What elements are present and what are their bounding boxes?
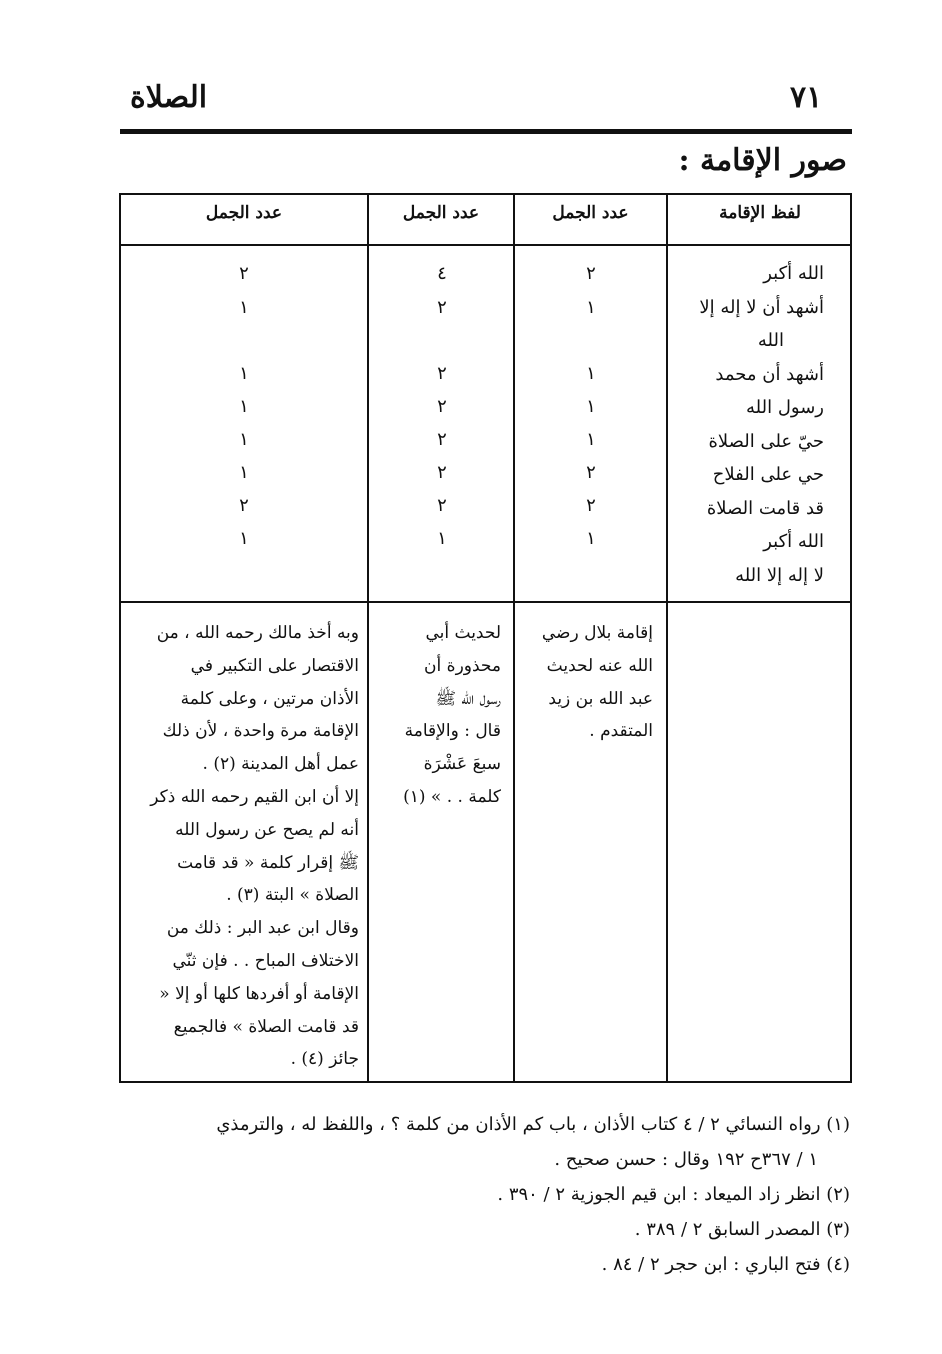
note-line: الأذان مرتين ، وعلى كلمة — [180, 688, 359, 709]
note-column-3 — [129, 617, 359, 1076]
footnote: (٣) المصدر السابق ٢ / ٣٨٩ . — [634, 1219, 850, 1240]
count: ٢ — [437, 297, 447, 318]
note-line: الاختلاف المباح . . فإن ثنّي — [172, 950, 359, 971]
count: ١ — [586, 363, 596, 384]
footnote: (١) رواه النسائي ٢ / ٤ كتاب الأذان ، باب كم الأذان من كلمة ؟ ، واللفظ له ، والترمذي — [216, 1114, 850, 1135]
phrase: قد قامت الصلاة — [706, 497, 824, 519]
count: ٢ — [437, 363, 447, 384]
count: ١ — [437, 528, 447, 549]
iqama-table — [119, 193, 852, 1083]
phrase: حي على الفلاح — [712, 464, 824, 485]
count: ١ — [586, 528, 596, 549]
note-line: وقال ابن عبد البر : ذلك من — [166, 918, 359, 939]
note-line: الاقتصار على التكبير في — [190, 655, 359, 676]
note-column-2 — [379, 617, 501, 814]
note-column-1 — [523, 617, 653, 748]
note-line: المتقدم . — [589, 721, 653, 742]
running-title: الصلاة — [130, 80, 208, 115]
phrase: الله أكبر — [763, 531, 824, 552]
column-divider — [666, 195, 668, 1081]
count: ٢ — [239, 495, 249, 516]
header-phrase: لفظ الإقامة — [719, 203, 801, 223]
note-line: ﷺ إقرار كلمة « قد قامت — [177, 852, 359, 873]
column-divider — [513, 195, 515, 1081]
note-line: جائز (٤) . — [290, 1049, 359, 1070]
footnote: (٤) فتح الباري : ابن حجر ٢ / ٨٤ . — [601, 1254, 850, 1275]
note-line: سبعَ عَشْرَة — [423, 754, 501, 775]
count: ٤ — [437, 263, 447, 284]
notes-row-rule — [121, 601, 850, 603]
phrase: حيّ على الصلاة — [708, 430, 824, 452]
footnote: (٢) انظر زاد الميعاد : ابن قيم الجوزية ٢ / ٣٩٠ . — [497, 1184, 850, 1205]
phrase: رسول الله — [746, 397, 824, 418]
count: ٢ — [586, 495, 596, 516]
phrase: أشهد أن لا إله إلا — [699, 296, 824, 318]
count: ١ — [239, 462, 249, 483]
note-line: الصلاة » البتة (٣) . — [226, 885, 359, 906]
note-line: قال : والإقامة — [404, 721, 501, 742]
count: ١ — [239, 396, 249, 417]
count: ١ — [586, 396, 596, 417]
count: ٢ — [437, 396, 447, 417]
count: ٢ — [437, 495, 447, 516]
footnote-continuation: ١ / ٣٦٧ح ١٩٢ وقال : حسن صحيح . — [554, 1149, 818, 1170]
header-row-rule — [121, 244, 850, 246]
section-title: صور الإقامة : — [678, 143, 847, 178]
count: ٢ — [437, 429, 447, 450]
note-line: عبد الله بن زيد — [548, 688, 653, 709]
footnotes — [110, 1107, 850, 1282]
count: ١ — [586, 429, 596, 450]
note-line: قد قامت الصلاة » فالجميع — [173, 1016, 359, 1037]
count: ٢ — [437, 462, 447, 483]
phrase: لا إله إلا الله — [735, 564, 824, 586]
note-line: محذورة أن — [424, 655, 501, 676]
header-count-3: عدد الجمل — [205, 203, 283, 223]
count: ١ — [586, 297, 596, 318]
note-line: الإقامة مرة واحدة ، لأن ذلك — [162, 721, 359, 742]
count: ٢ — [239, 263, 249, 284]
note-line: أنه لم يصح عن رسول الله — [175, 819, 359, 840]
header-rule — [120, 129, 852, 134]
column-divider — [367, 195, 369, 1081]
phrase: الله — [757, 330, 784, 351]
count: ١ — [239, 297, 249, 318]
note-line: كلمة . . » (١) — [403, 786, 501, 807]
count: ٢ — [586, 462, 596, 483]
header-count-1: عدد الجمل — [552, 203, 629, 223]
phrase: الله أكبر — [763, 263, 824, 284]
note-line: إلا أن ابن القيم رحمه الله ذكر — [150, 786, 359, 807]
note-line: الإقامة أو أفردها كلها أو إلا « — [159, 983, 359, 1004]
note-line: إقامة بلال رضي — [541, 623, 653, 643]
phrase: أشهد أن محمد — [715, 363, 824, 385]
note-line: رسول الله ﷺ — [435, 688, 501, 709]
header-count-2: عدد الجمل — [402, 203, 480, 223]
note-line: عمل أهل المدينة (٢) . — [202, 754, 359, 775]
note-line: وبه أخذ مالك رحمه الله ، من — [156, 623, 359, 643]
phrases-column — [674, 257, 824, 592]
count: ٢ — [586, 263, 596, 284]
page-number: ٧١ — [790, 80, 823, 115]
note-line: الله عنه لحديث — [546, 655, 653, 676]
count: ١ — [239, 528, 249, 549]
count: ١ — [239, 363, 249, 384]
note-line: لحديث أبي — [425, 623, 501, 643]
count: ١ — [239, 429, 249, 450]
